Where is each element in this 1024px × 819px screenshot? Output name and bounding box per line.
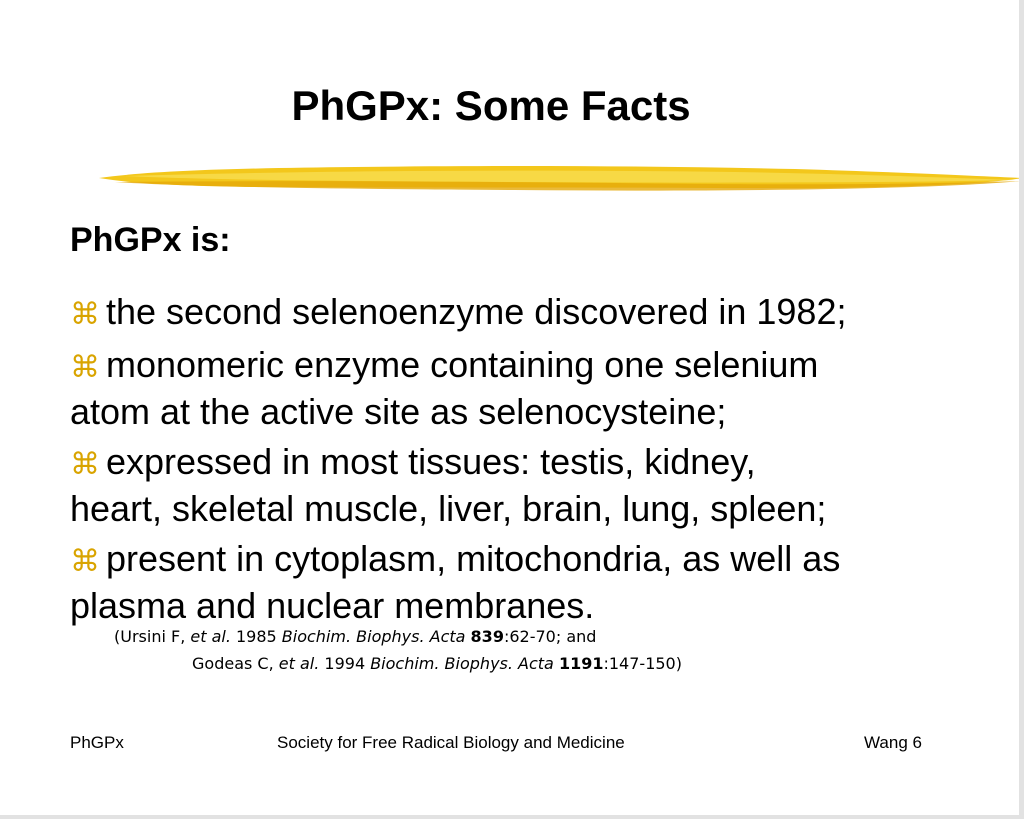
bullet-text-continued: atom at the active site as selenocysteine; bbox=[70, 391, 727, 432]
reference-citation bbox=[114, 624, 596, 650]
reference-volume: 839 bbox=[470, 627, 504, 646]
reference-journal: Biochim. Biophys. Acta bbox=[281, 627, 466, 646]
reference-author: Godeas C, bbox=[192, 654, 279, 673]
bullet-text-continued: plasma and nuclear membranes. bbox=[70, 585, 595, 626]
bullet-text: the second selenoenzyme discovered in 1982; bbox=[106, 291, 847, 332]
reference-journal: Biochim. Biophys. Acta bbox=[370, 654, 554, 673]
bullet-text-continued: heart, skeletal muscle, liver, brain, lung, spleen; bbox=[70, 488, 827, 529]
command-icon: ⌘ bbox=[70, 297, 100, 332]
command-icon: ⌘ bbox=[70, 544, 100, 579]
slide-shadow-right bbox=[1019, 0, 1024, 819]
bullet-text: expressed in most tissues: testis, kidney, bbox=[106, 441, 756, 482]
footer-page-label: Wang 6 bbox=[864, 733, 922, 752]
bullet-item bbox=[70, 290, 970, 337]
reference-year: 1985 bbox=[230, 627, 282, 646]
brush-stroke-divider bbox=[95, 156, 1024, 200]
bullet-item bbox=[70, 537, 970, 628]
footer-center-label: Society for Free Radical Biology and Medicine bbox=[277, 733, 625, 752]
command-icon: ⌘ bbox=[70, 350, 100, 385]
bullet-text: monomeric enzyme containing one selenium bbox=[106, 344, 819, 385]
footer-left-label: PhGPx bbox=[70, 733, 124, 752]
reference-volume: 1191 bbox=[558, 654, 604, 673]
slide-title: PhGPx: Some Facts bbox=[291, 82, 691, 129]
reference-pages: :62-70; and bbox=[503, 627, 597, 646]
reference-citation bbox=[192, 651, 682, 677]
slide-shadow-bottom bbox=[0, 815, 1024, 819]
bullet-text: present in cytoplasm, mitochondria, as well as bbox=[106, 538, 841, 579]
reference-author: (Ursini F, bbox=[114, 627, 191, 646]
bullet-list bbox=[70, 290, 970, 634]
bullet-item bbox=[70, 440, 970, 531]
reference-year: 1994 bbox=[319, 654, 371, 673]
reference-etal: et al. bbox=[190, 627, 231, 646]
bullet-item bbox=[70, 343, 970, 434]
reference-etal: et al. bbox=[278, 654, 320, 673]
command-icon: ⌘ bbox=[70, 447, 100, 482]
reference-pages: :147-150) bbox=[603, 654, 682, 673]
section-heading: PhGPx is: bbox=[70, 221, 231, 259]
